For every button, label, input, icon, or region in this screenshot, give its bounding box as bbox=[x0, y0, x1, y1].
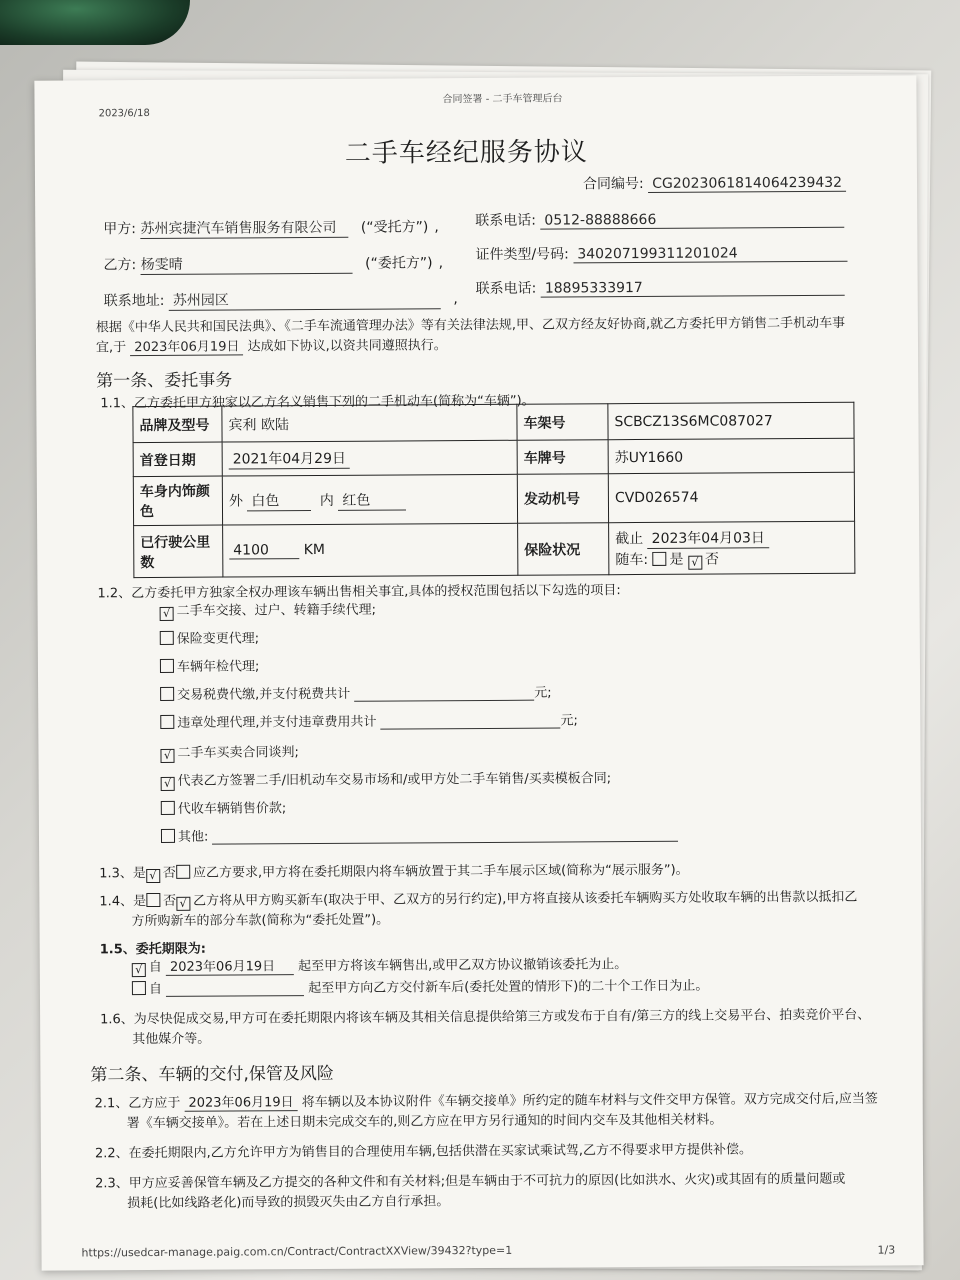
party-b-row: 乙方: 杨雯晴 (“委托方”) , bbox=[103, 252, 443, 275]
authorization-option-label: 二手车买卖合同谈判; bbox=[177, 745, 299, 761]
brand-value: 宾利 欧陆 bbox=[222, 404, 517, 442]
authorization-option-checkbox[interactable] bbox=[160, 631, 174, 645]
clause-1-4-no-checkbox[interactable]: √ bbox=[176, 897, 190, 911]
authorization-option-label: 违章处理代理,并支付违章费用共计 bbox=[177, 714, 377, 731]
party-a-row: 甲方: 苏州宾捷汽车销售服务有限公司 (“受托方”) , bbox=[103, 216, 439, 239]
authorization-option bbox=[160, 682, 552, 703]
authorization-option bbox=[161, 823, 678, 845]
term-option-b-checkbox[interactable] bbox=[132, 981, 146, 995]
party-a-phone-row: 联系电话: 0512-88888666 bbox=[475, 208, 844, 230]
term-option-a-checkbox[interactable]: √ bbox=[132, 963, 146, 977]
contact-address-row: 联系地址: 苏州园区 , bbox=[104, 288, 458, 311]
term-start-date: 2023年06月19日 bbox=[166, 955, 294, 976]
mileage-value: 4100 bbox=[229, 542, 299, 559]
authorization-option bbox=[160, 655, 260, 675]
vin-value: SCBCZ13S6MC087027 bbox=[608, 402, 854, 440]
reg-date-label: 首登日期 bbox=[133, 442, 222, 477]
clause-2-1-line2: 署《车辆交接单》。若在上述日期未完成交车的,则乙方应在甲方另行通知的时间内交车及其他相关材料。 bbox=[126, 1112, 723, 1132]
insurance-yes-checkbox[interactable] bbox=[652, 551, 666, 565]
authorization-option-label: 其他: bbox=[177, 829, 209, 845]
authorization-option-checkbox[interactable]: √ bbox=[160, 749, 174, 763]
clause-1-3: 1.3、是 √ 否 应乙方要求,甲方将在委托期限内将车辆放置于其二手车展示区域(简称为“展示服务”)。 bbox=[99, 862, 689, 883]
authorization-option bbox=[160, 627, 260, 647]
authorization-option-suffix: 元; bbox=[534, 685, 552, 701]
authorization-option bbox=[160, 599, 377, 621]
clause-1-6: 1.6、为尽快促成交易,甲方可在委托期限内将该车辆及其相关信息提供给第三方或发布于自有/第三方的线上交易平台、拍卖竞价平台、 bbox=[100, 1007, 871, 1028]
clause-1-5: 1.5、委托期限为: bbox=[99, 941, 206, 958]
authorization-option-label: 保险变更代理; bbox=[176, 631, 260, 647]
authorization-option-checkbox[interactable]: √ bbox=[161, 777, 175, 791]
authorization-option-checkbox[interactable] bbox=[160, 715, 174, 729]
vin-label: 车架号 bbox=[517, 404, 608, 441]
outer-color: 白色 bbox=[247, 490, 311, 511]
clause-1-1: 1.1、乙方委托甲方独家以乙方名义销售下列的二手机动车(简称为“车辆”)。 bbox=[100, 393, 535, 412]
vehicle-table bbox=[132, 402, 855, 578]
print-site-title: 合同签署 - 二手车管理后台 bbox=[442, 93, 563, 106]
print-date: 2023/6/18 bbox=[98, 108, 150, 120]
party-b-phone: 18895333917 bbox=[541, 279, 845, 298]
contract-page bbox=[34, 75, 923, 1270]
authorization-option-checkbox[interactable] bbox=[160, 687, 174, 701]
authorization-option bbox=[160, 741, 299, 763]
fill-in-blank[interactable] bbox=[354, 686, 534, 702]
contact-phone-row: 联系电话: 18895333917 bbox=[476, 276, 845, 298]
insurance-cell: 截止 2023年04月03日 随车: 是 √ 否 bbox=[609, 521, 855, 575]
authorization-option-label: 交易税费代缴,并支付税费共计 bbox=[177, 686, 351, 703]
clause-2-3-line2: 损耗(比如线路老化)而导致的损毁灭失由乙方自行承担。 bbox=[127, 1194, 450, 1212]
party-a-name: 苏州宾捷汽车销售服务有限公司 bbox=[140, 217, 348, 239]
authorization-option-checkbox[interactable] bbox=[160, 659, 174, 673]
authorization-option-label: 二手车交接、过户、转籍手续代理; bbox=[176, 602, 377, 619]
authorization-option-checkbox[interactable]: √ bbox=[160, 607, 174, 621]
background-bottle bbox=[0, 0, 190, 45]
clause-1-5-option-a: √ 自 2023年06月19日 起至甲方将该车辆售出,或甲乙双方协议撤销该委托为止。 bbox=[132, 953, 628, 977]
color-label: 车身内饰颜色 bbox=[133, 476, 222, 526]
party-b-name: 杨雯晴 bbox=[141, 253, 353, 275]
mileage-cell: 4100 KM bbox=[223, 523, 518, 577]
footer-page-number: 1/3 bbox=[877, 1243, 896, 1257]
clause-1-6-line2: 其他媒介等。 bbox=[132, 1031, 211, 1048]
authorization-option-label: 代收车辆销售价款; bbox=[177, 801, 287, 817]
clause-1-3-yes-checkbox[interactable]: √ bbox=[146, 869, 160, 883]
plate-label: 车牌号 bbox=[517, 440, 608, 475]
authorization-option bbox=[161, 797, 287, 817]
preamble-line1: 根据《中华人民共和国民法典》、《二手车流通管理办法》等有关法律法规,甲、乙双方经友好协商,就乙方委托甲方销售二手机动车事 bbox=[95, 315, 846, 336]
clause-1-2: 1.2、乙方委托甲方独家全权办理该车辆出售相关事宜,具体的授权范围包括以下勾选的项目: bbox=[97, 583, 621, 602]
authorization-option bbox=[160, 709, 578, 731]
color-cell: 外 白色 内 红色 bbox=[222, 474, 517, 525]
delivery-date: 2023年06月19日 bbox=[184, 1091, 297, 1112]
clause-1-4-line2: 方所购新车的部分车款(简称为“委托处置”)。 bbox=[131, 912, 390, 930]
authorization-option-checkbox[interactable] bbox=[161, 829, 175, 843]
authorization-option-label: 代表乙方签署二手/旧机动车交易市场和/或甲方处二手车销售/买卖模板合同; bbox=[177, 771, 612, 789]
clause-2-2: 2.2、在委托期限内,乙方允许甲方为销售目的合理使用车辆,包括供潜在买家试乘试驾,乙方不得要求甲方提供补偿。 bbox=[94, 1142, 753, 1162]
authorization-option-checkbox[interactable] bbox=[161, 801, 175, 815]
authorization-option-label: 车辆年检代理; bbox=[176, 659, 260, 675]
section2-title: 第二条、车辆的交付,保管及风险 bbox=[90, 1063, 334, 1086]
fill-in-blank[interactable] bbox=[380, 714, 560, 730]
party-b-id-row: 证件类型/号码: 340207199311201024 bbox=[475, 242, 847, 264]
footer-url: https://usedcar-manage.paig.com.cn/Contract/ContractXXView/39432?type=1 bbox=[81, 1243, 513, 1260]
contact-address: 苏州园区 bbox=[169, 288, 441, 311]
mileage-label: 已行驶公里数 bbox=[134, 525, 223, 578]
clause-1-4-yes-checkbox[interactable] bbox=[146, 893, 160, 907]
reg-date-value: 2021年04月29日 bbox=[229, 448, 350, 470]
insurance-label: 保险状况 bbox=[518, 523, 609, 576]
contract-number-value: CG2023061814064239432 bbox=[648, 175, 846, 193]
authorization-option-suffix: 元; bbox=[560, 713, 578, 729]
clause-2-3: 2.3、甲方应妥善保管车辆及乙方提交的各种文件和有关材料;但是车辆由于不可抗力的原因(比如洪水、火灾)或其固有的质量问题或 bbox=[95, 1171, 846, 1192]
clause-1-4: 1.4、是 否 √ 乙方将从甲方购买新车(取决于甲、乙双方的另行约定),甲方将直接从该委托车辆购买方处收取车辆的出售款以抵扣乙 bbox=[99, 889, 858, 910]
engine-label: 发动机号 bbox=[517, 474, 608, 524]
authorization-option bbox=[161, 767, 612, 791]
inner-color: 红色 bbox=[338, 489, 406, 510]
party-a-phone: 0512-88888666 bbox=[540, 211, 844, 230]
contract-number: 合同编号: CG2023061814064239432 bbox=[583, 172, 846, 194]
brand-label: 品牌及型号 bbox=[133, 406, 222, 443]
party-b-id: 340207199311201024 bbox=[573, 245, 847, 264]
engine-value: CVD026574 bbox=[608, 472, 854, 523]
clause-1-5-option-b: 自 起至甲方向乙方交付新车后(委托处置的情形下)的二十个工作日为止。 bbox=[132, 975, 709, 998]
insurance-no-checkbox[interactable]: √ bbox=[688, 555, 702, 569]
clause-2-1: 2.1、乙方应于 2023年06月19日 将车辆以及本协议附件《车辆交接单》所约定的随车材料与文件交甲方保管。双方完成交付后,应当签 bbox=[94, 1091, 878, 1112]
clause-1-3-no-checkbox[interactable] bbox=[176, 865, 190, 879]
preamble-line2: 宜,于 2023年06月19日 达成如下协议,以资共同遵照执行。 bbox=[96, 334, 447, 356]
section1-title: 第一条、委托事务 bbox=[96, 370, 233, 392]
fill-in-blank[interactable] bbox=[212, 827, 678, 845]
plate-value: 苏UY1660 bbox=[608, 438, 854, 474]
document-title: 二手车经纪服务协议 bbox=[344, 137, 588, 169]
insurance-date: 2023年04月03日 bbox=[648, 527, 769, 549]
